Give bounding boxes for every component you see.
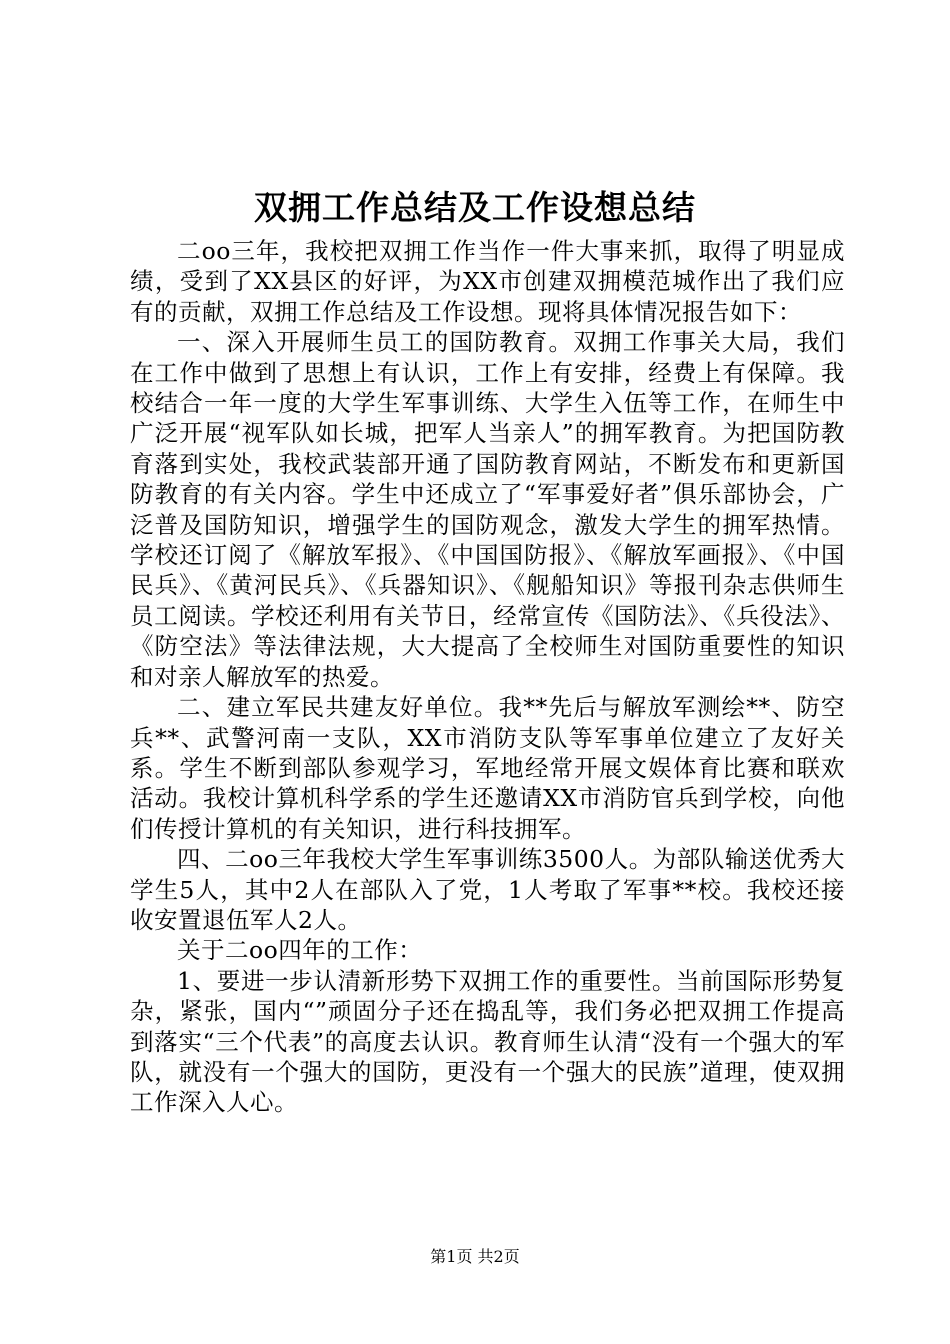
paragraph-intro: 二oo三年，我校把双拥工作当作一件大事来抓，取得了明显成绩，受到了XX县区的好评，为XX市创建双拥模范城作出了我们应有的贡献，双拥工作总结及工作设想。现将具体情况报告如下： — [130, 237, 845, 326]
page-number-footer: 第1页 共2页 — [430, 1247, 520, 1266]
paragraph-section-two: 二、建立军民共建友好单位。我**先后与解放军测绘**、防空兵**、武警河南一支队，XX市消防支队等军事单位建立了友好关系。学生不断到部队参观学习，军地经常开展文娱体育比赛和联欢活动。我校计算机科学系的学生还邀请XX市消防官兵到学校，向他们传授计算机的有关知识，进行科技拥军。 — [130, 693, 845, 843]
paragraph-section-one: 一、深入开展师生员工的国防教育。双拥工作事关大局，我们在工作中做到了思想上有认识，工作上有安排，经费上有保障。我校结合一年一度的大学生军事训练、大学生入伍等工作，在师生中广泛开展“视军队如长城，把军人当亲人”的拥军教育。为把国防教育落到实处，我校武装部开通了国防教育网站，不断发布和更新国防教育的有关内容。学生中还成立了“军事爱好者”俱乐部协会，广泛普及国防知识，增强学生的国防观念，激发大学生的拥军热情。学校还订阅了《解放军报》、《中国国防报》、《解放军画报》、《中国民兵》、《黄河民兵》、《兵器知识》、《舰船知识》等报刊杂志供师生员工阅读。学校还利用有关节日，经常宣传《国防法》、《兵役法》、《防空法》等法律法规，大大提高了全校师生对国防重要性的知识和对亲人解放军的热爱。 — [130, 328, 845, 691]
paragraph-section-four: 四、二oo三年我校大学生军事训练3500人。为部队输送优秀大学生5人，其中2人在部队入了党，1人考取了军事**校。我校还接收安置退伍军人2人。 — [130, 845, 845, 934]
paragraph-next-year-heading: 关于二oo四年的工作： — [177, 936, 423, 965]
document-title: 双拥工作总结及工作设想总结 — [254, 188, 696, 227]
paragraph-plan-item-one: 1、要进一步认清新形势下双拥工作的重要性。当前国际形势复杂，紧张，国内“”顽固分子还在捣乱等，我们务必把双拥工作提高到落实“三个代表”的高度去认识。教育师生认清“没有一个强大的军队，就没有一个强大的国防，更没有一个强大的民族”道理，使双拥工作深入人心。 — [130, 966, 845, 1117]
document-body — [130, 236, 845, 1118]
